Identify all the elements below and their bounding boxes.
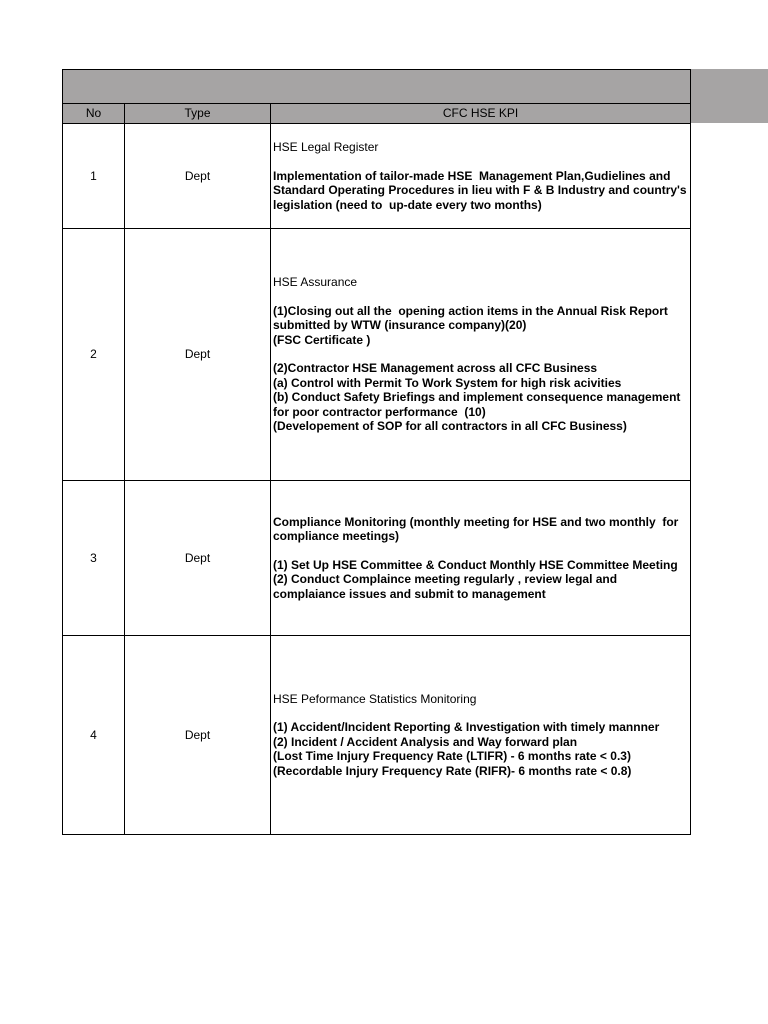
header-kpi: CFC HSE KPI [271, 104, 691, 124]
kpi-line: (FSC Certificate ) [273, 332, 371, 347]
table-row [63, 481, 691, 636]
table-title-cell [63, 70, 691, 104]
table-header-row [63, 104, 691, 124]
kpi-table [62, 69, 691, 835]
row-kpi [271, 636, 691, 835]
row-number: 3 [63, 481, 125, 636]
kpi-line: (2) Incident / Accident Analysis and Way forward plan [273, 734, 578, 749]
row-type: Dept [125, 636, 271, 835]
row-number: 4 [63, 636, 125, 835]
table-row [63, 229, 691, 481]
kpi-title: HSE Peformance Statistics Monitoring [273, 691, 477, 706]
row-kpi [271, 229, 691, 481]
table-title-row [63, 70, 691, 104]
kpi-line: (Lost Time Injury Frequency Rate (LTIFR) - 6 months rate < 0.3) [273, 749, 631, 764]
kpi-line: (2)Contractor HSE Management across all CFC Business [273, 361, 598, 376]
kpi-line: (1) Accident/Incident Reporting & Investigation with timely mannner [273, 720, 660, 735]
row-type: Dept [125, 124, 271, 229]
kpi-title: HSE Assurance [273, 275, 358, 290]
row-kpi [271, 124, 691, 229]
kpi-title: HSE Legal Register [273, 140, 379, 154]
row-number: 2 [63, 229, 125, 481]
row-kpi [271, 481, 691, 636]
kpi-title: Compliance Monitoring (monthly meeting for HSE and two monthly for compliance meetings) [273, 514, 682, 544]
table-row [63, 636, 691, 835]
kpi-line: (2) Conduct Complaince meeting regularly , review legal and complaiance issues and submit to management [273, 572, 621, 601]
header-type: Type [125, 104, 271, 124]
kpi-line: (1)Closing out all the opening action items in the Annual Risk Report submitted by WTW (insurance company)(20) [273, 303, 672, 333]
gray-header-band [690, 69, 768, 123]
table-row [63, 124, 691, 229]
row-type: Dept [125, 229, 271, 481]
kpi-line: (a) Control with Permit To Work System for high risk acivities [273, 375, 622, 390]
kpi-line: (b) Conduct Safety Briefings and implement consequence management for poor contractor performance (10) [273, 390, 684, 419]
header-no: No [63, 104, 125, 124]
row-number: 1 [63, 124, 125, 229]
kpi-line: (Developement of SOP for all contractors in all CFC Business) [273, 419, 627, 434]
kpi-line: (1) Set Up HSE Committee & Conduct Monthly HSE Committee Meeting [273, 557, 678, 572]
row-type: Dept [125, 481, 271, 636]
kpi-line: (Recordable Injury Frequency Rate (RIFR)- 6 months rate < 0.8) [273, 763, 632, 778]
kpi-line: Implementation of tailor-made HSE Management Plan,Gudielines and Standard Operating Procedures in lieu with F & B Industry and country's legislation (need to up-date every two months) [273, 168, 690, 212]
